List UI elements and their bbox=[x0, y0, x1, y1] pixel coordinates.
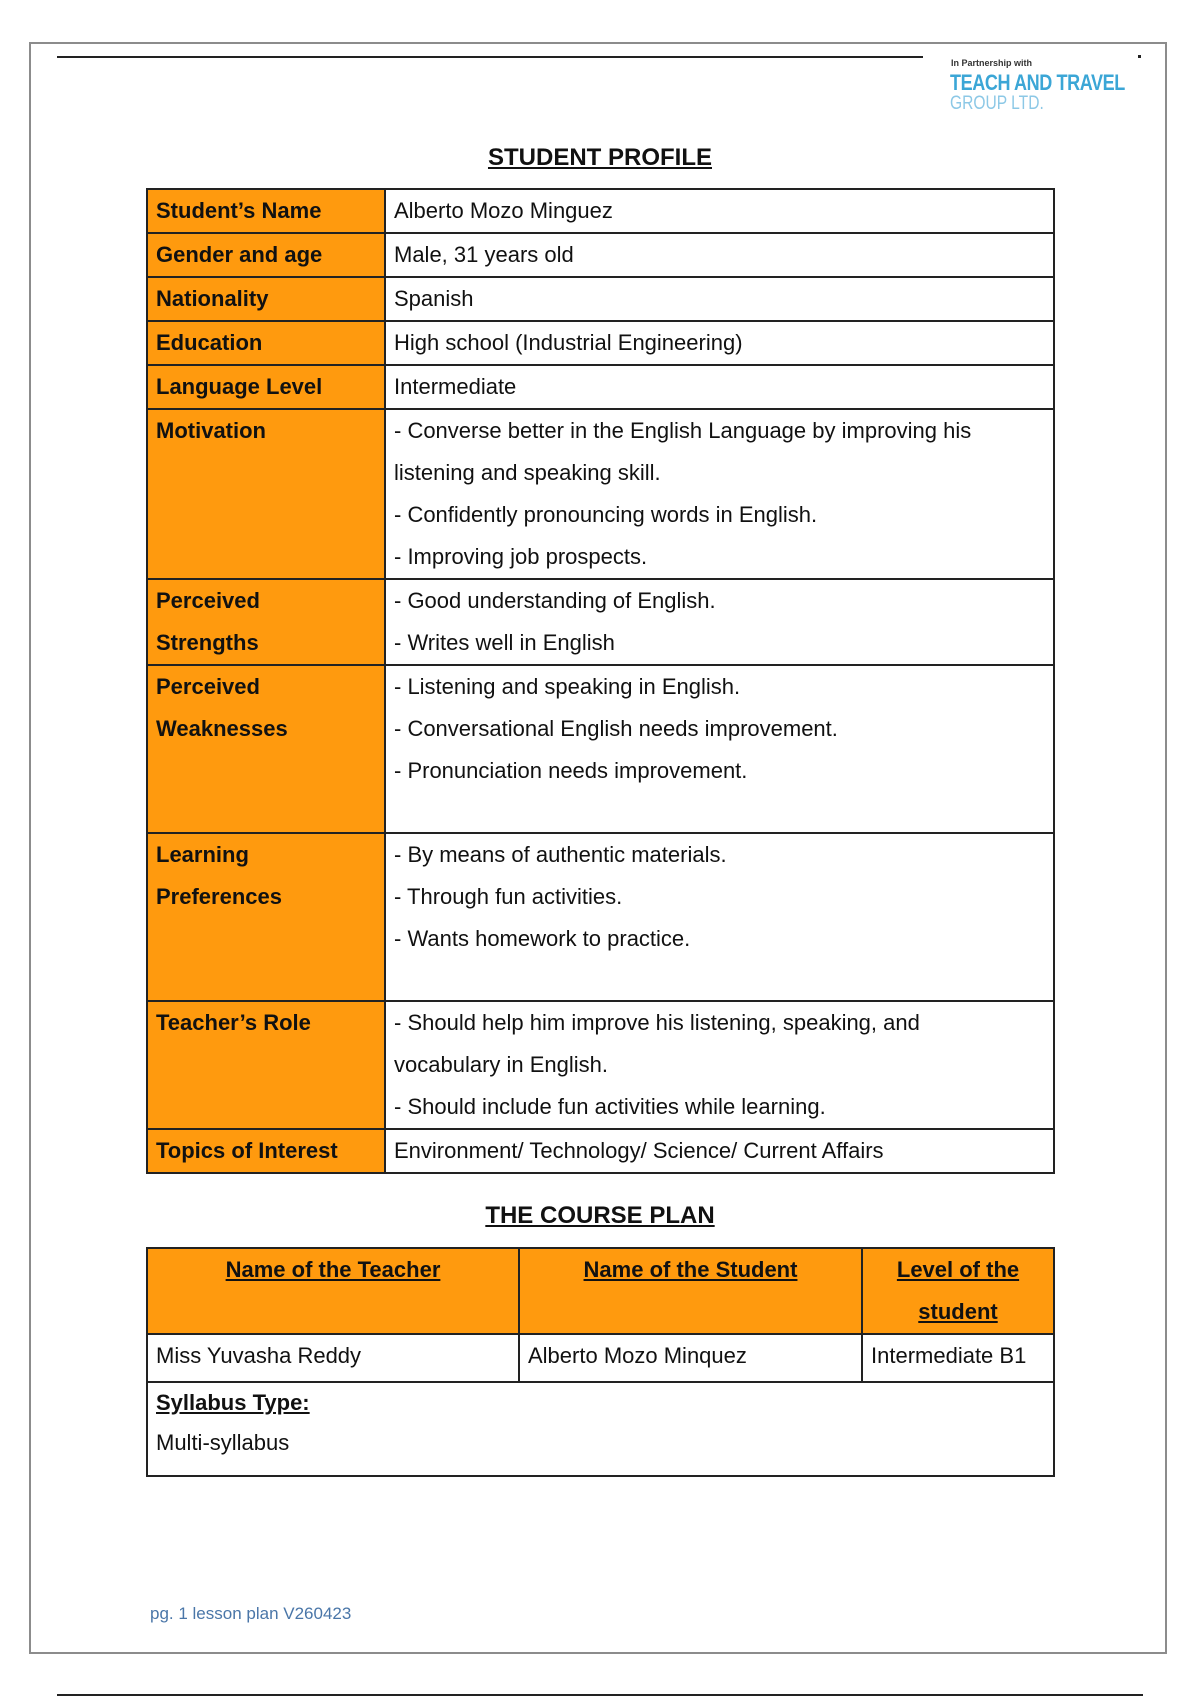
profile-label-line: Topics of Interest bbox=[156, 1138, 338, 1163]
course-value-row bbox=[147, 1334, 1054, 1382]
profile-row bbox=[147, 665, 1054, 833]
profile-row-value bbox=[385, 409, 1054, 579]
profile-row bbox=[147, 233, 1054, 277]
profile-value-line: Intermediate bbox=[394, 374, 517, 399]
profile-row-label bbox=[147, 579, 385, 665]
syllabus-type-label: Syllabus Type: bbox=[156, 1390, 310, 1415]
profile-value-line: - Good understanding of English. bbox=[394, 588, 716, 613]
profile-row-value bbox=[385, 1129, 1054, 1173]
student-name: Alberto Mozo Minquez bbox=[519, 1334, 862, 1382]
syllabus-type-value: Multi-syllabus bbox=[156, 1430, 290, 1455]
profile-label-line: Learning bbox=[156, 842, 249, 867]
header-rule bbox=[57, 56, 923, 58]
syllabus-cell bbox=[147, 1382, 1054, 1476]
profile-label-line: Gender and age bbox=[156, 242, 323, 267]
partner-logo bbox=[950, 58, 1140, 130]
profile-row bbox=[147, 1001, 1054, 1129]
profile-row-value bbox=[385, 833, 1054, 1001]
bottom-rule bbox=[57, 1694, 1143, 1696]
syllabus-row bbox=[147, 1382, 1054, 1476]
profile-value-line: - Listening and speaking in English. bbox=[394, 674, 741, 699]
profile-row-value bbox=[385, 189, 1054, 233]
profile-row bbox=[147, 579, 1054, 665]
profile-value-line: - By means of authentic materials. bbox=[394, 842, 727, 867]
course-plan-table bbox=[146, 1247, 1055, 1477]
profile-row-label bbox=[147, 409, 385, 579]
profile-label-line: Teacher’s Role bbox=[156, 1010, 311, 1035]
profile-value-line: - Writes well in English bbox=[394, 630, 615, 655]
profile-value-line: - Confidently pronouncing words in English. bbox=[394, 502, 818, 527]
profile-row-label bbox=[147, 277, 385, 321]
profile-value-line: - Pronunciation needs improvement. bbox=[394, 758, 748, 783]
blank-space bbox=[394, 960, 1045, 1000]
profile-row bbox=[147, 189, 1054, 233]
profile-row bbox=[147, 1129, 1054, 1173]
logo-tagline: In Partnership with bbox=[951, 58, 1033, 68]
profile-value-line: Spanish bbox=[394, 286, 474, 311]
profile-label-line: Strengths bbox=[156, 630, 259, 655]
profile-row-value bbox=[385, 233, 1054, 277]
profile-row-label bbox=[147, 1001, 385, 1129]
profile-value-line: - Improving job prospects. bbox=[394, 544, 648, 569]
logo-line-2: GROUP LTD. bbox=[950, 93, 1044, 114]
course-plan-title: THE COURSE PLAN bbox=[485, 1202, 715, 1229]
profile-value-line: - Through fun activities. bbox=[394, 884, 623, 909]
profile-row-label bbox=[147, 233, 385, 277]
course-header-row bbox=[147, 1248, 1054, 1334]
profile-label-line: Education bbox=[156, 330, 263, 355]
profile-value-line: vocabulary in English. bbox=[394, 1052, 609, 1077]
header-student-name: Name of the Student bbox=[519, 1248, 862, 1334]
profile-value-line: - Conversational English needs improvement. bbox=[394, 716, 838, 741]
profile-label-line: Preferences bbox=[156, 884, 282, 909]
profile-value-line: High school (Industrial Engineering) bbox=[394, 330, 743, 355]
profile-row-label bbox=[147, 189, 385, 233]
profile-row bbox=[147, 833, 1054, 1001]
profile-row-label bbox=[147, 1129, 385, 1173]
page-footer: pg. 1 lesson plan V260423 bbox=[150, 1604, 352, 1623]
profile-row-value bbox=[385, 665, 1054, 833]
profile-row-label bbox=[147, 665, 385, 833]
profile-value-line: Male, 31 years old bbox=[394, 242, 574, 267]
profile-label-line: Weaknesses bbox=[156, 716, 288, 741]
profile-row-value bbox=[385, 579, 1054, 665]
student-profile-table bbox=[146, 188, 1055, 1174]
profile-label-line: Perceived bbox=[156, 588, 260, 613]
profile-row-value bbox=[385, 365, 1054, 409]
student-level: Intermediate B1 bbox=[862, 1334, 1054, 1382]
profile-value-line: Environment/ Technology/ Science/ Current Affairs bbox=[394, 1138, 884, 1163]
profile-row bbox=[147, 321, 1054, 365]
profile-value-line: - Converse better in the English Language by improving his bbox=[394, 418, 972, 443]
profile-value-line: listening and speaking skill. bbox=[394, 460, 661, 485]
teacher-name: Miss Yuvasha Reddy bbox=[147, 1334, 519, 1382]
profile-row-label bbox=[147, 833, 385, 1001]
profile-row-label bbox=[147, 365, 385, 409]
profile-row-value bbox=[385, 277, 1054, 321]
profile-label-line: Perceived bbox=[156, 674, 260, 699]
header-teacher-name: Name of the Teacher bbox=[147, 1248, 519, 1334]
profile-row-value bbox=[385, 321, 1054, 365]
profile-value-line: Alberto Mozo Minguez bbox=[394, 198, 613, 223]
profile-label-line: Student’s Name bbox=[156, 198, 322, 223]
logo-line-1: TEACH AND TRAVEL bbox=[950, 70, 1125, 95]
profile-row bbox=[147, 365, 1054, 409]
blank-space bbox=[394, 792, 1045, 832]
header-student-level: Level of the student bbox=[862, 1248, 1054, 1334]
profile-value-line: - Should include fun activities while learning. bbox=[394, 1094, 826, 1119]
student-profile-title: STUDENT PROFILE bbox=[487, 144, 712, 171]
profile-label-line: Nationality bbox=[156, 286, 269, 311]
profile-label-line: Motivation bbox=[156, 418, 266, 443]
profile-row-value bbox=[385, 1001, 1054, 1129]
profile-row-label bbox=[147, 321, 385, 365]
profile-row bbox=[147, 409, 1054, 579]
profile-value-line: - Should help him improve his listening, speaking, and bbox=[394, 1010, 920, 1035]
profile-label-line: Language Level bbox=[156, 374, 323, 399]
profile-value-line: - Wants homework to practice. bbox=[394, 926, 691, 951]
profile-row bbox=[147, 277, 1054, 321]
